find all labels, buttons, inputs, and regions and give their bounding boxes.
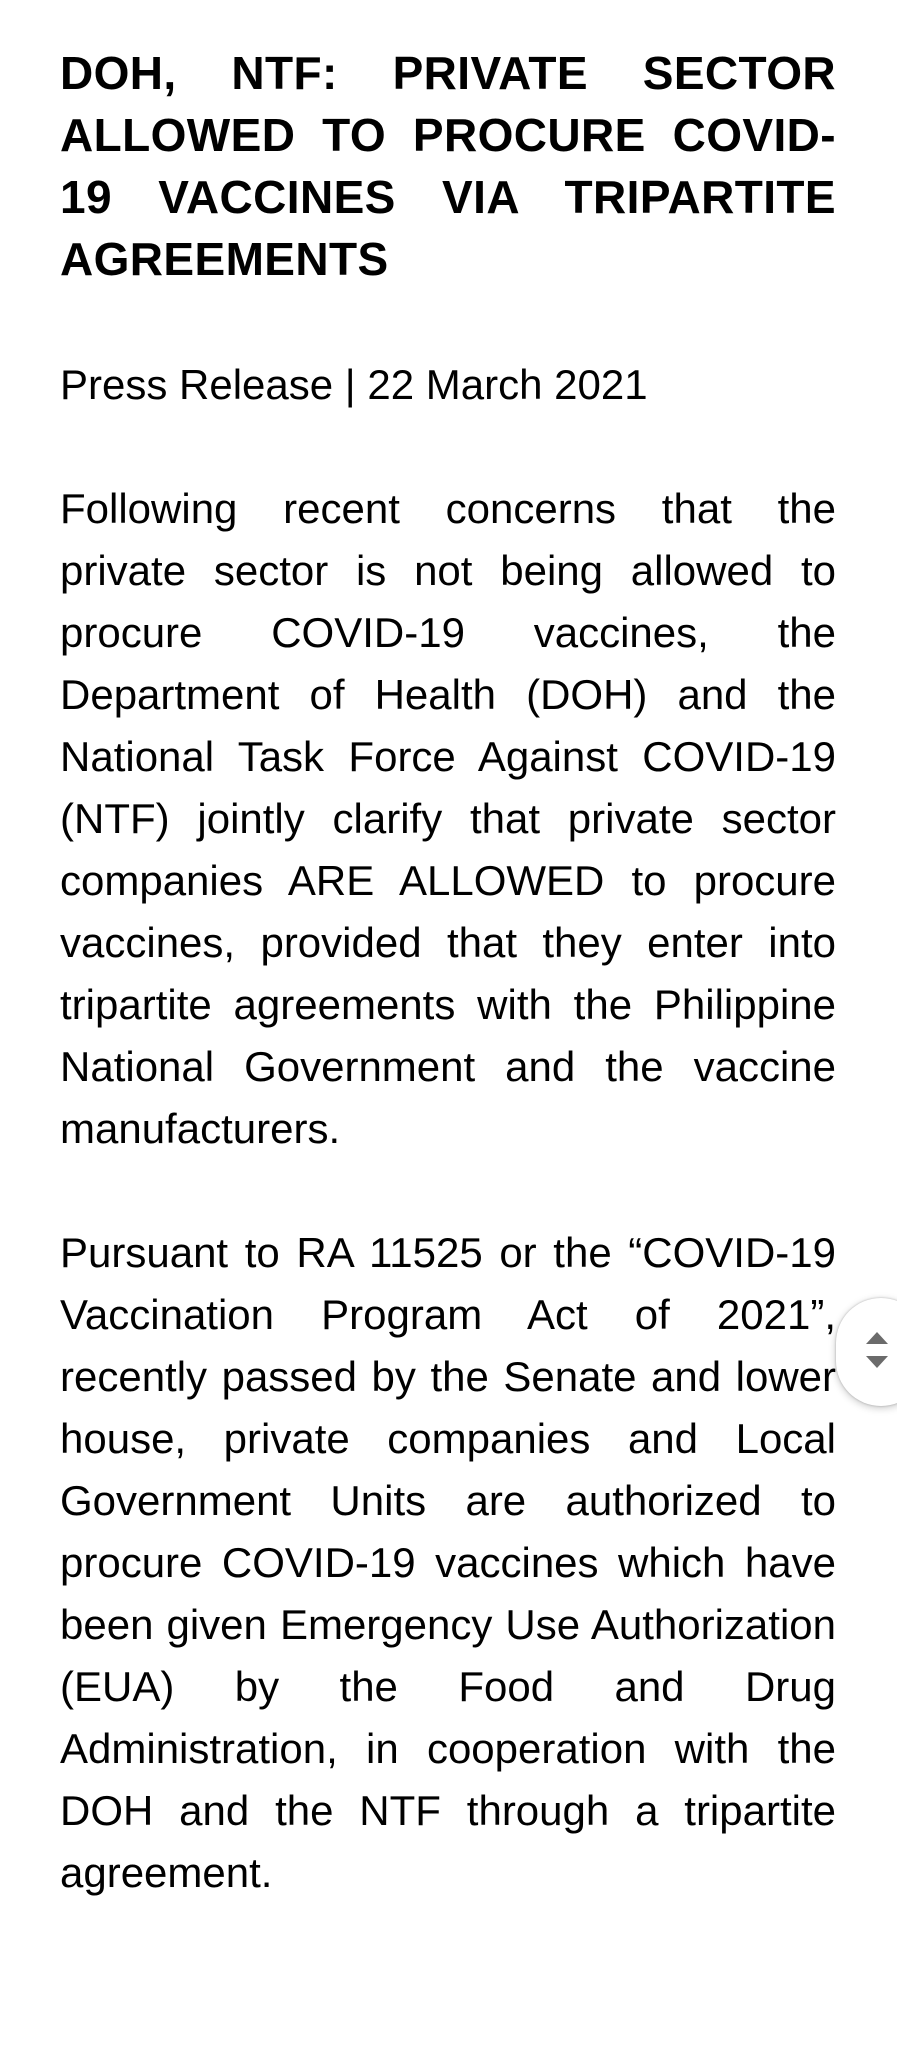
- scroll-up-icon[interactable]: [866, 1332, 888, 1344]
- article-headline: DOH, NTF: PRIVATE SECTOR ALLOWED TO PROCURE COVID-19 VACCINES VIA TRIPARTITE AGREEMENTS: [60, 47, 836, 285]
- article: [60, 42, 836, 1904]
- article-paragraph-2: Pursuant to RA 11525 or the “COVID-19 Vaccination Program Act of 2021”, recently passed by the Senate and lower house, private companies and Local Government Units are authorized to procure COVID-19 vaccines which have been given Emergency Use Authorization (EUA) by the Food and Drug Administration, in cooperation with the DOH and the NTF through a tripartite agreement.: [60, 1229, 836, 1896]
- scroll-handle[interactable]: [836, 1298, 897, 1406]
- article-meta: Press Release | 22 March 2021: [60, 361, 648, 408]
- article-paragraph-1: Following recent concerns that the private sector is not being allowed to procure COVID-19 vaccines, the Department of Health (DOH) and the National Task Force Against COVID-19 (NTF) jointly clarify that private sector companies ARE ALLOWED to procure vaccines, provided that they enter into tripartite agreements with the Philippine National Government and the vaccine manufacturers.: [60, 485, 836, 1152]
- scroll-down-icon[interactable]: [866, 1356, 888, 1368]
